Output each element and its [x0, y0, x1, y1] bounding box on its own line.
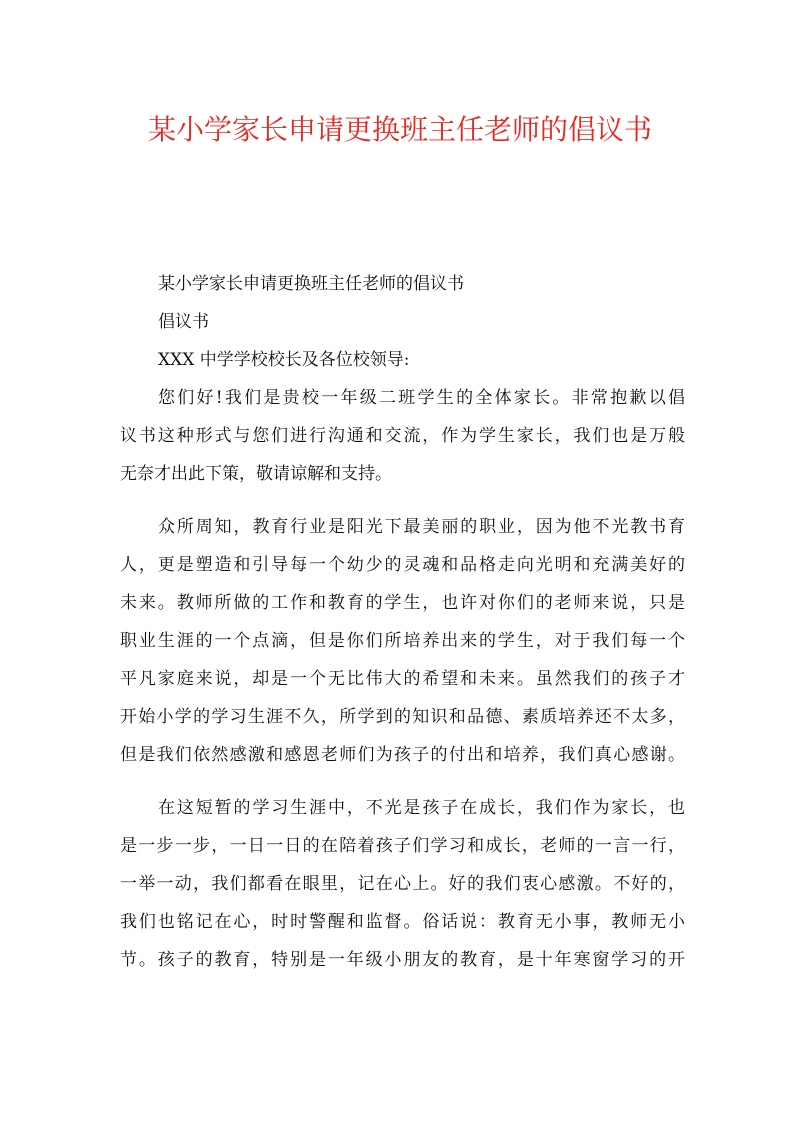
paragraph-line: 未来。教师所做的工作和教育的学生，也许对你们的老师来说，只是 [120, 593, 685, 613]
paragraph-line: 节。孩子的教育，特别是一年级小朋友的教育，是十年寒窗学习的开 [120, 950, 685, 970]
paragraph-line: 我们也铭记在心，时时警醒和监督。俗话说：教育无小事，教师无小 [120, 912, 685, 932]
paragraph-line: 是一步一步，一日一日的在陪着孩子们学习和成长，老师的一言一行， [120, 836, 685, 856]
subtitle: 某小学家长申请更换班主任老师的倡议书 [158, 274, 464, 294]
paragraph-line: 众所周知，教育行业是阳光下最美丽的职业，因为他不光教书育 [158, 517, 685, 537]
document-title: 某小学家长申请更换班主任老师的倡议书 [147, 113, 652, 146]
heading: 倡议书 [158, 312, 209, 332]
paragraph-line: 但是我们依然感激和感恩老师们为孩子的付出和培养，我们真心感谢。 [120, 745, 685, 765]
salutation: XXX 中学学校校长及各位校领导: [158, 350, 410, 370]
paragraph-line: 人，更是塑造和引导每一个幼少的灵魂和品格走向光明和充满美好的 [120, 555, 685, 575]
paragraph-line: 在这短暂的学习生涯中，不光是孩子在成长，我们作为家长，也 [158, 798, 685, 818]
paragraph-line: 无奈才出此下策，敬请谅解和支持。 [120, 464, 392, 484]
paragraph-line: 平凡家庭来说，却是一个无比伟大的希望和未来。虽然我们的孩子才 [120, 669, 685, 689]
paragraph-line: 一举一动，我们都看在眼里，记在心上。好的我们衷心感激。不好的， [120, 874, 685, 894]
paragraph-line: 开始小学的学习生涯不久，所学到的知识和品德、素质培养还不太多， [120, 707, 685, 727]
paragraph-line: 议书这种形式与您们进行沟通和交流，作为学生家长，我们也是万般 [120, 426, 685, 446]
paragraph-line: 职业生涯的一个点滴，但是你们所培养出来的学生，对于我们每一个 [120, 631, 685, 651]
paragraph-line: 您们好!我们是贵校一年级二班学生的全体家长。非常抱歉以倡 [158, 388, 685, 408]
